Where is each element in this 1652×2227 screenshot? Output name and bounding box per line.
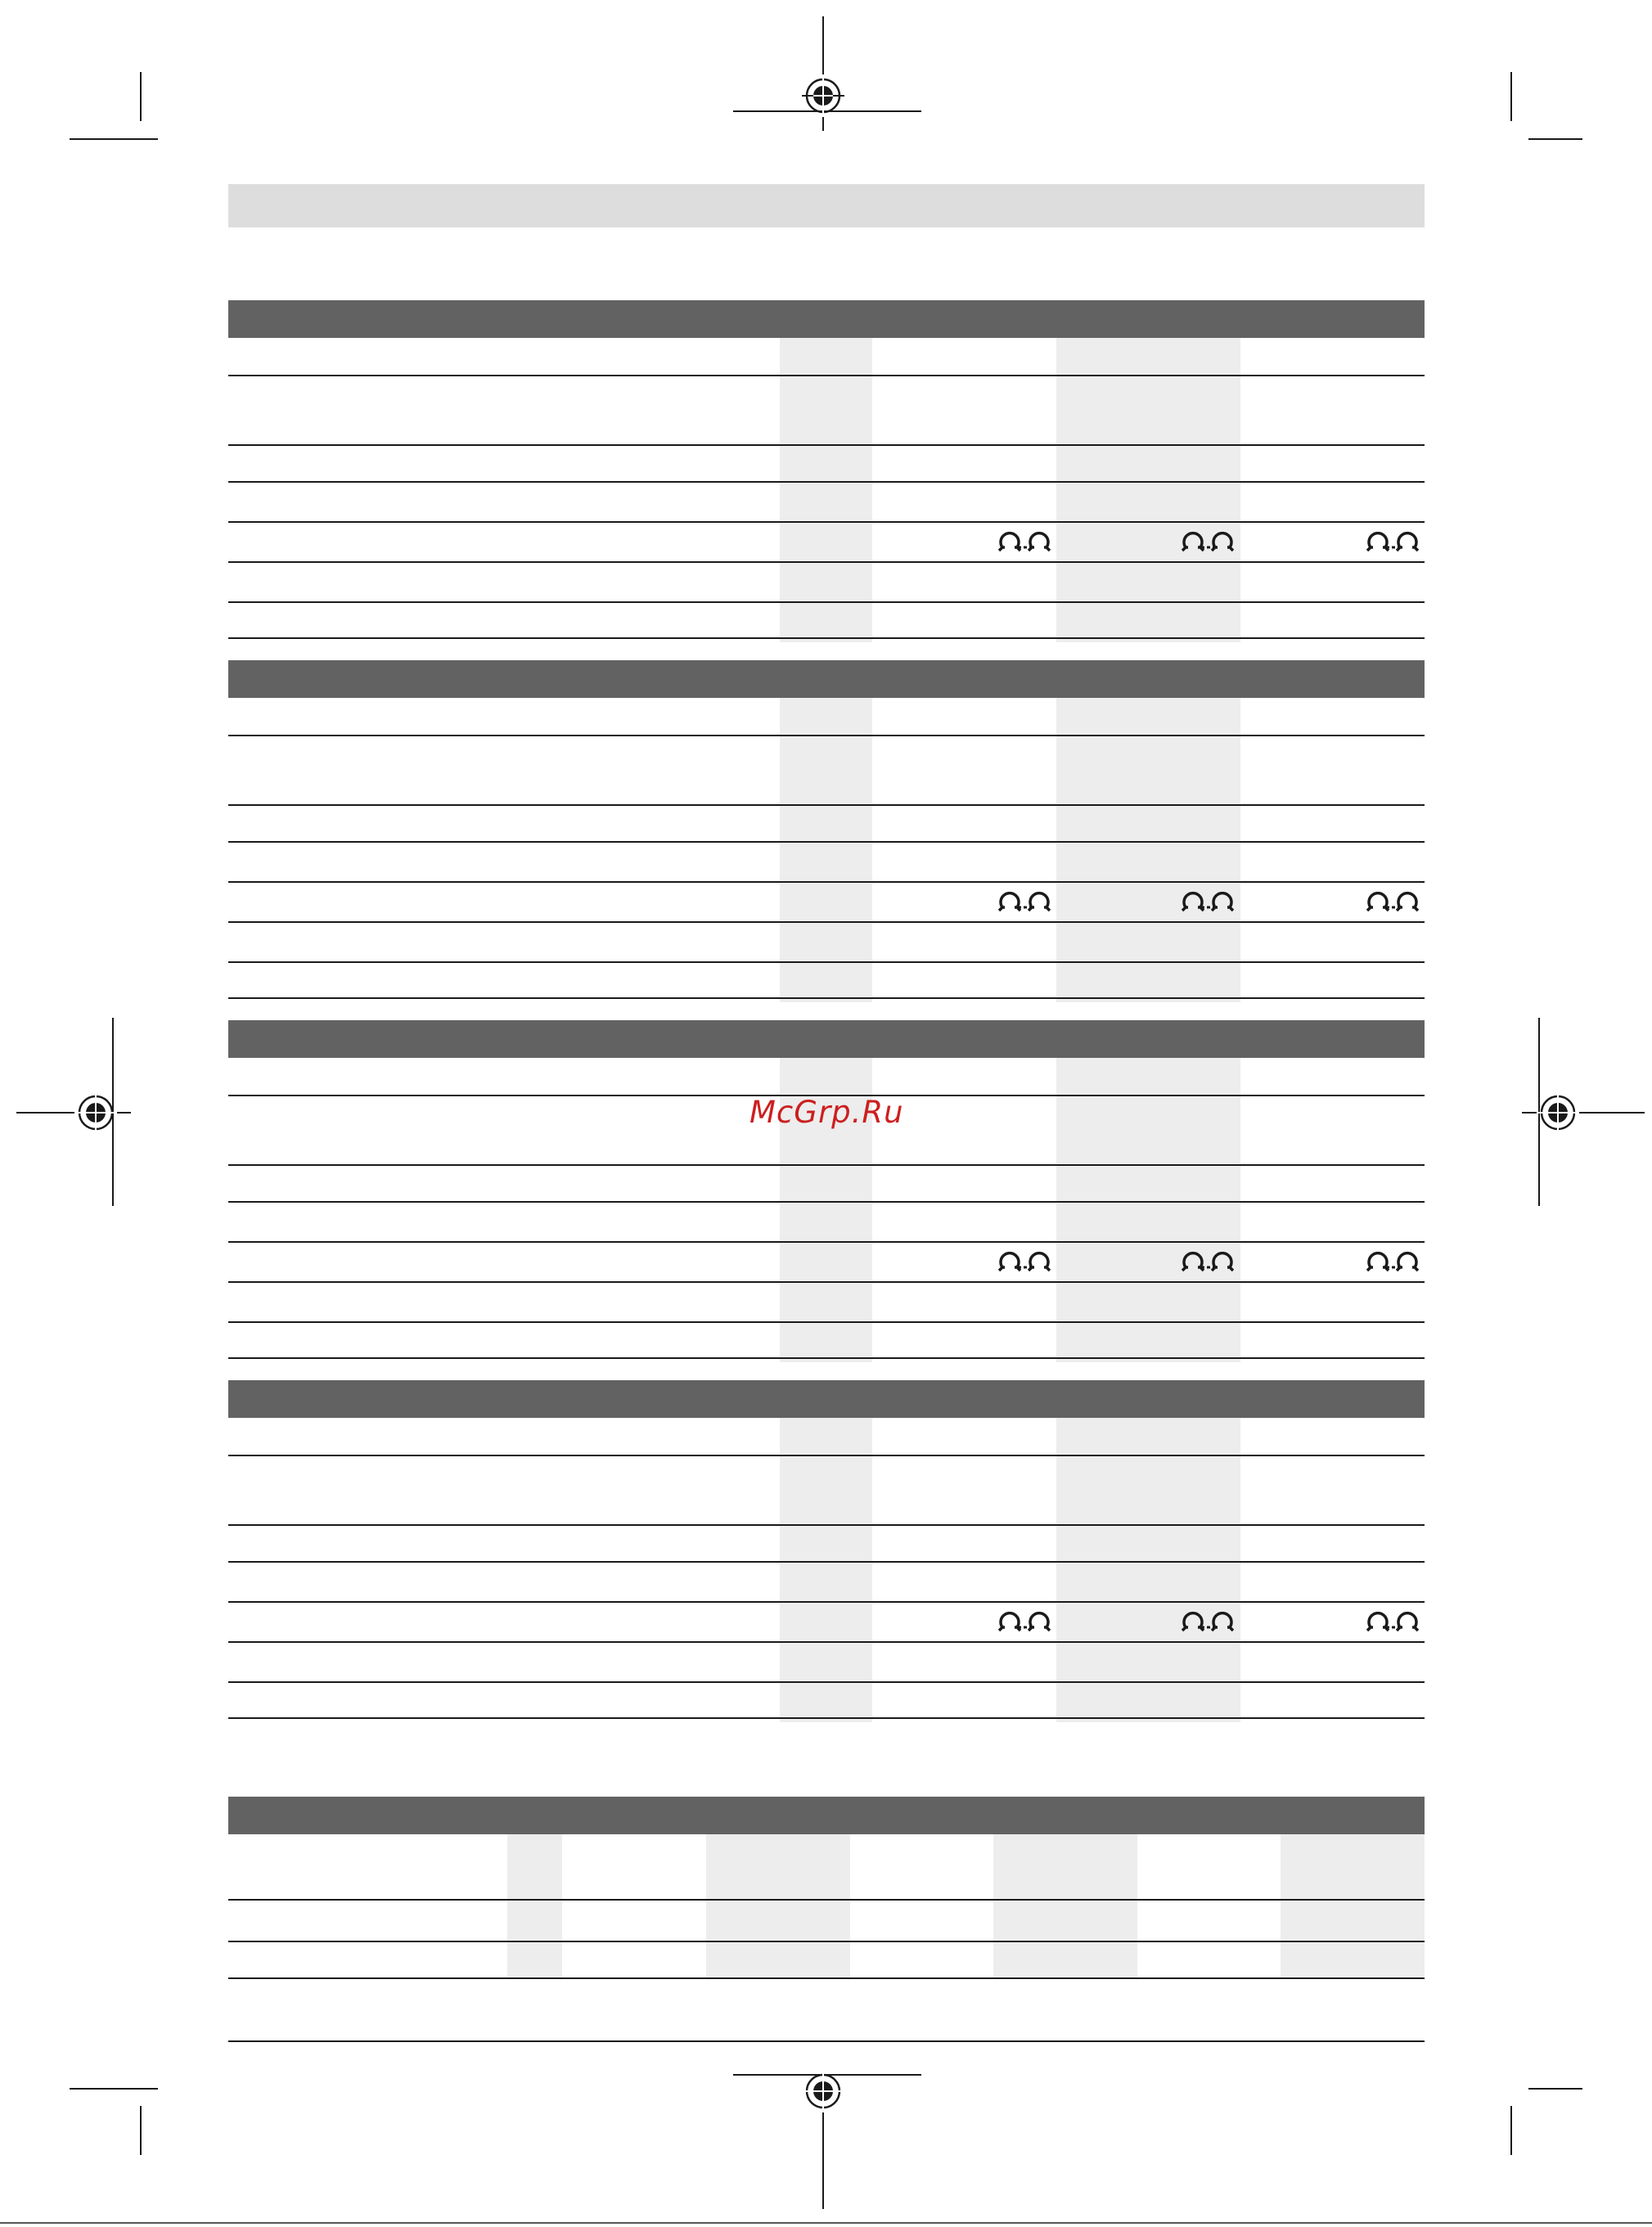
rotation-direction-icon [997,1248,1052,1275]
row-divider [228,1281,1425,1283]
row-divider [228,997,1425,999]
row-divider [228,804,1425,806]
column-shade [1056,1058,1240,1362]
rotation-direction-icon [1365,1608,1420,1635]
table-title-bar [228,660,1425,698]
rotation-direction-icon [1365,1248,1420,1275]
column-shade [780,698,872,1002]
crop-mark [70,138,158,140]
column-shade [1056,338,1240,642]
crop-mark [1528,138,1582,140]
table-body [228,1418,1425,1722]
row-divider [228,444,1425,446]
rotation-direction-icon [997,1608,1052,1635]
spec-table-4 [228,1380,1425,1722]
rotation-direction-icon [997,528,1052,556]
rotation-direction-icon [1180,528,1236,556]
registration-mark-icon [733,2070,921,2209]
column-shade [780,1418,872,1722]
table-title-bar [228,300,1425,338]
spec-table-1 [228,300,1425,642]
row-divider [228,1164,1425,1166]
registration-mark-icon [733,16,921,131]
crop-mark [70,2088,158,2090]
registration-mark-icon [16,1080,131,1145]
rotation-direction-icon [1180,888,1236,916]
crop-mark [140,2106,142,2155]
rotation-direction-icon [1365,528,1420,556]
row-divider [228,521,1425,523]
row-divider [228,1717,1425,1719]
spec-table-2 [228,660,1425,1002]
rotation-direction-icon [1180,1248,1236,1275]
row-divider [228,1524,1425,1526]
row-divider [228,561,1425,563]
table-title-bar [228,1797,1425,1834]
column-shade [780,338,872,642]
row-divider [228,881,1425,883]
spec-table-3 [228,1020,1425,1362]
rotation-direction-icon [1180,1608,1236,1635]
table-title-bar [228,1380,1425,1418]
row-divider [228,1321,1425,1323]
table-body [228,1834,1425,2043]
row-divider [228,1899,1425,1901]
row-divider [228,1977,1425,1979]
row-divider [228,1641,1425,1643]
crop-mark [0,2222,1652,2224]
row-divider [228,961,1425,963]
row-divider [228,1601,1425,1603]
column-shade [1281,1834,1425,1979]
row-divider [228,375,1425,376]
row-divider [228,1357,1425,1359]
column-shade [507,1834,562,1979]
row-divider [228,637,1425,639]
column-shade [1056,698,1240,1002]
row-divider [228,1455,1425,1456]
page-header-band [228,184,1425,227]
table-body [228,338,1425,642]
column-shade [993,1834,1137,1979]
column-shade [1056,1418,1240,1722]
row-divider [228,601,1425,603]
row-divider [228,1941,1425,1942]
row-divider [228,735,1425,736]
row-divider [228,481,1425,483]
crop-mark [1510,72,1512,121]
table-title-bar [228,1020,1425,1058]
row-divider [228,921,1425,923]
row-divider [228,841,1425,843]
spec-table-5 [228,1797,1425,2043]
row-divider [228,1681,1425,1683]
column-shade [706,1834,850,1979]
row-divider [228,1241,1425,1243]
row-divider [228,1561,1425,1563]
registration-mark-icon [1522,1080,1645,1145]
rotation-direction-icon [997,888,1052,916]
watermark-text: McGrp.Ru [749,1095,904,1130]
row-divider [228,1201,1425,1203]
crop-mark [140,72,142,121]
table-body [228,698,1425,1002]
rotation-direction-icon [1365,888,1420,916]
crop-mark [1510,2106,1512,2155]
row-divider [228,2040,1425,2042]
crop-mark [1528,2088,1582,2090]
